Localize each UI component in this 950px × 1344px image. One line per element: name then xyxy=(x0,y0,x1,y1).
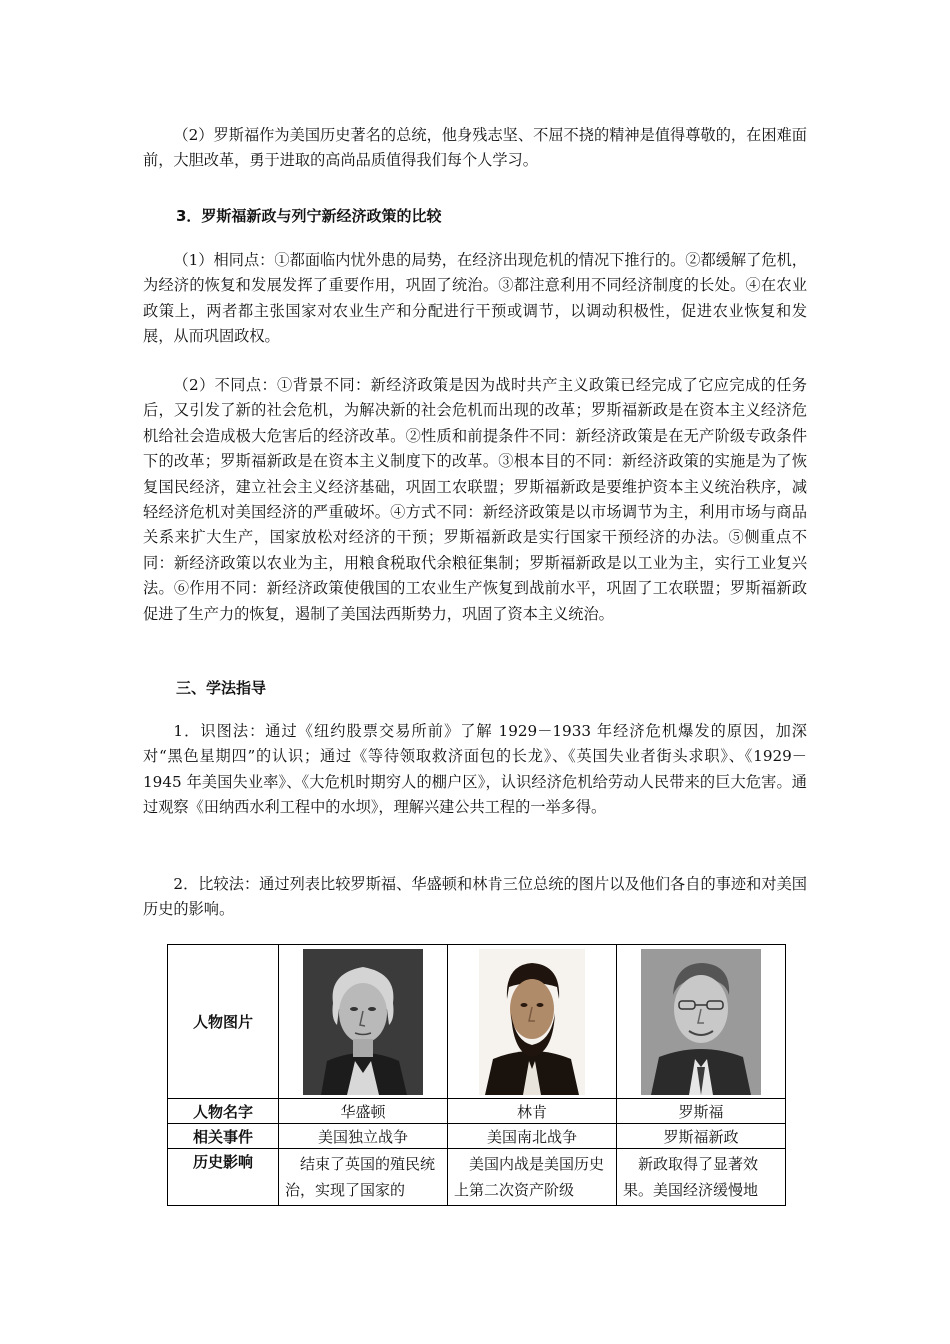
washington-portrait xyxy=(303,949,423,1095)
cell-event: 美国独立战争 xyxy=(279,1124,448,1149)
roosevelt-portrait xyxy=(641,949,761,1095)
cell-name: 罗斯福 xyxy=(617,1099,786,1124)
cell-impact: 新政取得了显著效果。美国经济缓慢地 xyxy=(617,1149,786,1206)
cell-photo-lincoln xyxy=(448,945,617,1099)
row-label-impact: 历史影响 xyxy=(168,1149,279,1206)
cell-name: 林肯 xyxy=(448,1099,617,1124)
section-heading-comparison: 3．罗斯福新政与列宁新经济政策的比较 xyxy=(176,207,442,225)
section-heading-study-methods: 三、学法指导 xyxy=(176,679,267,697)
paragraph-differences: （2）不同点：①背景不同：新经济政策是因为战时共产主义政策已经完成了它应完成的任务后，又引发了新的社会危机，为解决新的社会危机而出现的改革；罗斯福新政是在资本主义经济危机给社会造成极大危害后的经济改革。②性质和前提条件不同：新经济政策是在无产阶级专政条件下的改革；罗斯福新政是在资本主义制度下的改革。③根本目的不同：新经济政策的实施是为了恢复国民经济，建立社会主义经济基础，巩固工农联盟；罗斯福新政是要维护资本主义统治秩序，减轻经济危机对美国经济的严重破坏。④方式不同：新经济政策是以市场调节为主，利用市场与商品关系来扩大生产，国家放松对经济的干预；罗斯福新政是实行国家干预经济的办法。⑤侧重点不同：新经济政策以农业为主，用粮食税取代余粮征集制；罗斯福新政是以工业为主，实行工业复兴法。⑥作用不同：新经济政策使俄国的工农业生产恢复到战前水平，巩固了工农联盟；罗斯福新政促进了生产力的恢复，遏制了美国法西斯势力，巩固了资本主义统治。 xyxy=(143,376,807,623)
cell-event: 美国南北战争 xyxy=(448,1124,617,1149)
cell-event: 罗斯福新政 xyxy=(617,1124,786,1149)
paragraph-roosevelt-spirit: （2）罗斯福作为美国历史著名的总统，他身残志坚、不屈不挠的精神是值得尊敬的，在困难面前，大胆改革，勇于进取的高尚品质值得我们每个人学习。 xyxy=(143,126,807,170)
lincoln-portrait xyxy=(479,949,585,1095)
paragraph-image-reading-method: 1．识图法：通过《纽约股票交易所前》了解 1929－1933 年经济危机爆发的原因，加深对“黑色星期四”的认识；通过《等待领取救济面包的长龙》、《英国失业者街头求职》、《1929－1945 年美国失业率》、《大危机时期穷人的棚户区》，认识经济危机给劳动人民带来的巨大危害。通过观察《田纳西水利工程中的水坝》，理解兴建公共工程的一举多得。 xyxy=(143,722,807,817)
presidents-comparison-table xyxy=(167,944,786,1206)
paragraph-similarities: （1）相同点：①都面临内忧外患的局势，在经济出现危机的情况下推行的。②都缓解了危机，为经济的恢复和发展发挥了重要作用，巩固了统治。③都注意利用不同经济制度的长处。④在农业政策上，两者都主张国家对农业生产和分配进行干预或调节，以调动积极性，促进农业恢复和发展，从而巩固政权。 xyxy=(143,251,807,346)
cell-photo-roosevelt xyxy=(617,945,786,1099)
row-label-photo: 人物图片 xyxy=(168,945,279,1099)
cell-photo-washington xyxy=(279,945,448,1099)
table-row-names xyxy=(168,1099,786,1124)
cell-impact: 结束了英国的殖民统治，实现了国家的 xyxy=(279,1149,448,1206)
table-row-impacts xyxy=(168,1149,786,1206)
table-row-photos xyxy=(168,945,786,1099)
cell-name: 华盛顿 xyxy=(279,1099,448,1124)
paragraph-comparison-method: 2．比较法：通过列表比较罗斯福、华盛顿和林肯三位总统的图片以及他们各自的事迹和对美国历史的影响。 xyxy=(143,875,807,919)
table-row-events xyxy=(168,1124,786,1149)
cell-impact: 美国内战是美国历史上第二次资产阶级 xyxy=(448,1149,617,1206)
row-label-name: 人物名字 xyxy=(168,1099,279,1124)
row-label-event: 相关事件 xyxy=(168,1124,279,1149)
